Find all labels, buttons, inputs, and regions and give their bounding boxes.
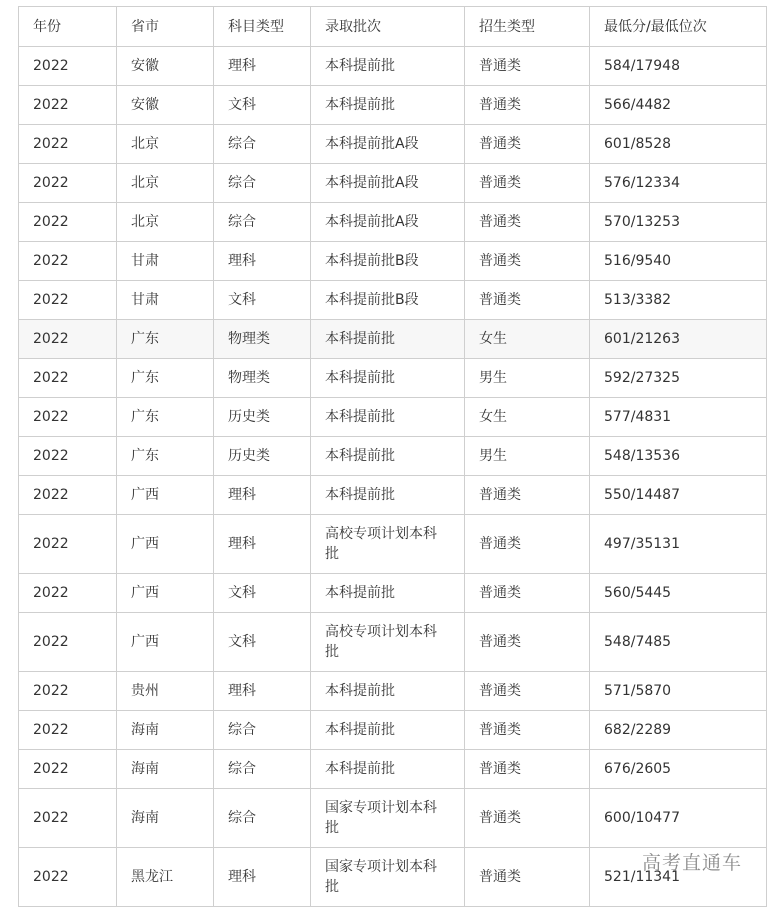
cell-year: 2022	[19, 320, 117, 359]
cell-subject-type: 历史类	[214, 398, 311, 437]
cell-enrollment-type: 普通类	[465, 281, 590, 320]
cell-admission-batch: 本科提前批	[311, 398, 465, 437]
table-row	[19, 164, 767, 203]
cell-enrollment-type: 普通类	[465, 750, 590, 789]
header-province: 省市	[117, 7, 214, 47]
admission-score-table	[18, 6, 767, 907]
cell-province: 广东	[117, 437, 214, 476]
cell-enrollment-type: 普通类	[465, 125, 590, 164]
cell-province: 广西	[117, 574, 214, 613]
cell-province: 黑龙江	[117, 848, 214, 907]
cell-admission-batch: 本科提前批A段	[311, 164, 465, 203]
cell-enrollment-type: 普通类	[465, 789, 590, 848]
cell-year: 2022	[19, 398, 117, 437]
cell-enrollment-type: 普通类	[465, 613, 590, 672]
cell-subject-type: 理科	[214, 242, 311, 281]
cell-admission-batch: 国家专项计划本科批	[311, 848, 465, 907]
cell-province: 广西	[117, 476, 214, 515]
cell-min-score-rank: 513/3382	[590, 281, 767, 320]
cell-enrollment-type: 普通类	[465, 574, 590, 613]
table-row	[19, 476, 767, 515]
cell-min-score-rank: 682/2289	[590, 711, 767, 750]
cell-enrollment-type: 普通类	[465, 672, 590, 711]
cell-admission-batch: 本科提前批	[311, 476, 465, 515]
cell-province: 北京	[117, 125, 214, 164]
cell-year: 2022	[19, 476, 117, 515]
cell-province: 北京	[117, 203, 214, 242]
table-row	[19, 515, 767, 574]
cell-enrollment-type: 女生	[465, 320, 590, 359]
cell-province: 甘肃	[117, 242, 214, 281]
cell-min-score-rank: 521/11341	[590, 848, 767, 907]
cell-province: 甘肃	[117, 281, 214, 320]
cell-admission-batch: 高校专项计划本科批	[311, 515, 465, 574]
cell-province: 贵州	[117, 672, 214, 711]
cell-province: 安徽	[117, 86, 214, 125]
cell-min-score-rank: 592/27325	[590, 359, 767, 398]
cell-min-score-rank: 601/21263	[590, 320, 767, 359]
cell-admission-batch: 本科提前批	[311, 574, 465, 613]
cell-province: 海南	[117, 789, 214, 848]
cell-min-score-rank: 548/13536	[590, 437, 767, 476]
header-enrollment-type: 招生类型	[465, 7, 590, 47]
cell-province: 广东	[117, 320, 214, 359]
cell-min-score-rank: 497/35131	[590, 515, 767, 574]
cell-admission-batch: 高校专项计划本科批	[311, 613, 465, 672]
cell-min-score-rank: 571/5870	[590, 672, 767, 711]
cell-enrollment-type: 普通类	[465, 203, 590, 242]
cell-admission-batch: 本科提前批A段	[311, 125, 465, 164]
cell-province: 北京	[117, 164, 214, 203]
cell-enrollment-type: 普通类	[465, 476, 590, 515]
cell-min-score-rank: 577/4831	[590, 398, 767, 437]
cell-subject-type: 综合	[214, 711, 311, 750]
cell-subject-type: 理科	[214, 515, 311, 574]
cell-subject-type: 综合	[214, 125, 311, 164]
table-row	[19, 86, 767, 125]
cell-subject-type: 理科	[214, 672, 311, 711]
cell-year: 2022	[19, 789, 117, 848]
table-row	[19, 613, 767, 672]
cell-subject-type: 综合	[214, 203, 311, 242]
cell-year: 2022	[19, 515, 117, 574]
cell-year: 2022	[19, 281, 117, 320]
table-row	[19, 359, 767, 398]
cell-admission-batch: 本科提前批	[311, 711, 465, 750]
cell-enrollment-type: 普通类	[465, 47, 590, 86]
table-row	[19, 789, 767, 848]
cell-min-score-rank: 548/7485	[590, 613, 767, 672]
cell-subject-type: 综合	[214, 164, 311, 203]
cell-subject-type: 文科	[214, 281, 311, 320]
cell-province: 广东	[117, 398, 214, 437]
table-row	[19, 750, 767, 789]
cell-province: 广西	[117, 613, 214, 672]
cell-subject-type: 综合	[214, 789, 311, 848]
cell-admission-batch: 本科提前批A段	[311, 203, 465, 242]
table-row	[19, 574, 767, 613]
cell-year: 2022	[19, 47, 117, 86]
cell-min-score-rank: 566/4482	[590, 86, 767, 125]
cell-province: 海南	[117, 750, 214, 789]
cell-subject-type: 理科	[214, 47, 311, 86]
cell-year: 2022	[19, 613, 117, 672]
cell-subject-type: 文科	[214, 613, 311, 672]
cell-subject-type: 物理类	[214, 359, 311, 398]
cell-enrollment-type: 男生	[465, 359, 590, 398]
cell-enrollment-type: 普通类	[465, 164, 590, 203]
cell-year: 2022	[19, 672, 117, 711]
cell-admission-batch: 本科提前批	[311, 320, 465, 359]
cell-year: 2022	[19, 242, 117, 281]
cell-admission-batch: 本科提前批	[311, 750, 465, 789]
cell-admission-batch: 本科提前批	[311, 437, 465, 476]
header-year: 年份	[19, 7, 117, 47]
cell-enrollment-type: 男生	[465, 437, 590, 476]
cell-enrollment-type: 普通类	[465, 242, 590, 281]
watermark-logo-text: 高考直通车	[642, 852, 743, 874]
cell-subject-type: 文科	[214, 86, 311, 125]
cell-enrollment-type: 女生	[465, 398, 590, 437]
cell-subject-type: 理科	[214, 848, 311, 907]
cell-min-score-rank: 550/14487	[590, 476, 767, 515]
cell-enrollment-type: 普通类	[465, 711, 590, 750]
table-header-row	[19, 7, 767, 47]
cell-province: 广西	[117, 515, 214, 574]
table-row	[19, 320, 767, 359]
cell-year: 2022	[19, 164, 117, 203]
header-subject-type: 科目类型	[214, 7, 311, 47]
cell-admission-batch: 本科提前批B段	[311, 242, 465, 281]
cell-admission-batch: 本科提前批	[311, 47, 465, 86]
cell-subject-type: 文科	[214, 574, 311, 613]
cell-min-score-rank: 676/2605	[590, 750, 767, 789]
table-row	[19, 672, 767, 711]
cell-province: 广东	[117, 359, 214, 398]
cell-min-score-rank: 600/10477	[590, 789, 767, 848]
table-row	[19, 125, 767, 164]
cell-year: 2022	[19, 86, 117, 125]
cell-admission-batch: 国家专项计划本科批	[311, 789, 465, 848]
cell-year: 2022	[19, 848, 117, 907]
cell-year: 2022	[19, 359, 117, 398]
table-row	[19, 437, 767, 476]
cell-subject-type: 综合	[214, 750, 311, 789]
table-row	[19, 398, 767, 437]
cell-admission-batch: 本科提前批	[311, 672, 465, 711]
cell-year: 2022	[19, 750, 117, 789]
cell-enrollment-type: 普通类	[465, 86, 590, 125]
cell-year: 2022	[19, 437, 117, 476]
cell-admission-batch: 本科提前批B段	[311, 281, 465, 320]
table-row	[19, 711, 767, 750]
cell-admission-batch: 本科提前批	[311, 86, 465, 125]
cell-min-score-rank: 584/17948	[590, 47, 767, 86]
cell-min-score-rank: 560/5445	[590, 574, 767, 613]
cell-min-score-rank: 570/13253	[590, 203, 767, 242]
cell-year: 2022	[19, 125, 117, 164]
cell-year: 2022	[19, 574, 117, 613]
table-row	[19, 242, 767, 281]
cell-year: 2022	[19, 711, 117, 750]
cell-province: 海南	[117, 711, 214, 750]
table-row	[19, 203, 767, 242]
cell-admission-batch: 本科提前批	[311, 359, 465, 398]
cell-min-score-rank: 516/9540	[590, 242, 767, 281]
cell-subject-type: 历史类	[214, 437, 311, 476]
table-row	[19, 47, 767, 86]
header-min-score-rank: 最低分/最低位次	[590, 7, 767, 47]
cell-min-score-rank: 601/8528	[590, 125, 767, 164]
cell-subject-type: 物理类	[214, 320, 311, 359]
cell-enrollment-type: 普通类	[465, 848, 590, 907]
header-admission-batch: 录取批次	[311, 7, 465, 47]
cell-year: 2022	[19, 203, 117, 242]
cell-province: 安徽	[117, 47, 214, 86]
cell-subject-type: 理科	[214, 476, 311, 515]
cell-enrollment-type: 普通类	[465, 515, 590, 574]
cell-min-score-rank: 576/12334	[590, 164, 767, 203]
table-row	[19, 281, 767, 320]
